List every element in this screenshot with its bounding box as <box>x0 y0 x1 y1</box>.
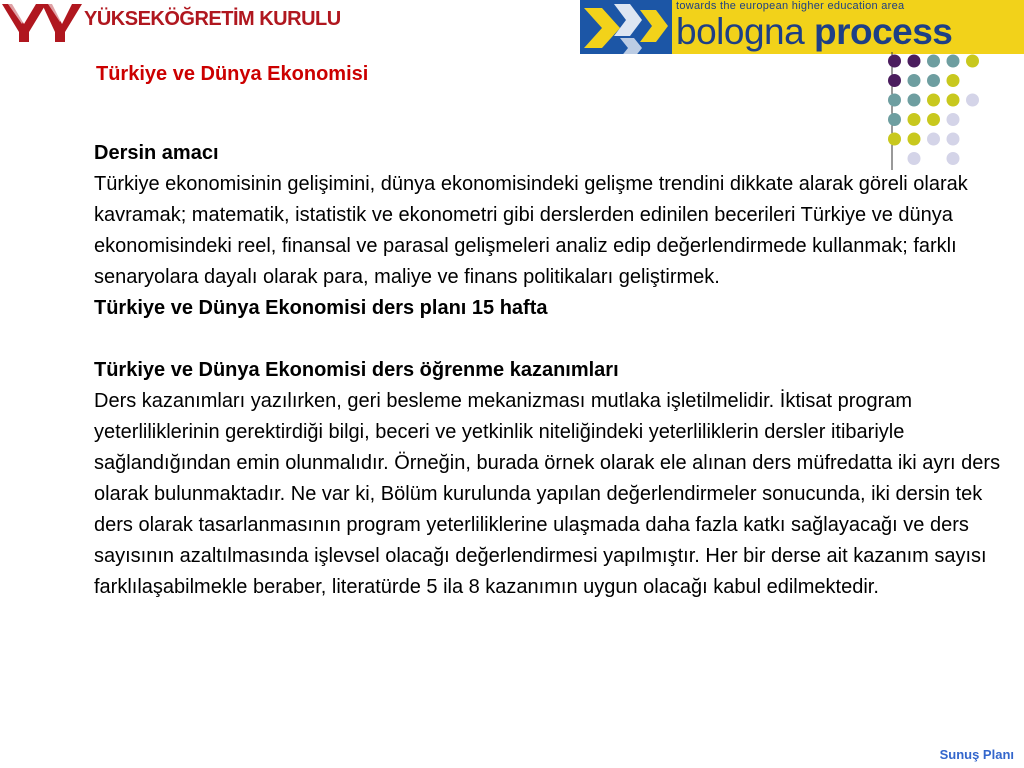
course-aim-text: Türkiye ekonomisinin gelişimini, dünya ekonomisindeki gelişme trendini dikkate alarak göreli olarak kavramak; matematik, istatistik ve ekonometri gibi derslerden edinilen becerileri Türkiye ve dünya ekonomisindeki reel, finansal ve parasal gelişmeleri analiz edip değerlendirmede kullanmak; farklı senaryolara dayalı olarak para, maliye ve finans politikaları geliştirmek. <box>94 173 968 288</box>
institution-logo-text: YÜKSEKÖĞRETİM KURULU <box>84 8 341 30</box>
spacer <box>94 324 1019 355</box>
learning-outcomes-text: Ders kazanımları yazılırken, geri besleme mekanizması mutlaka işletilmelidir. İktisat program yeterliliklerinin gerektirdiği bilgi, beceri ve yetkinlik niteliğindeki yeterliliklerin dersler itibariyle sağlandığından emin olunmalıdır. Örneğin, burada örnek olarak ele alınan ders müfredatta iki ayrı ders olarak bulunmaktadır. Ne var ki, Bölüm kurulunda yapılan değerlendirmeler sonucunda, iki dersin tek ders olarak tasarlanmasının program yeterliliklerine ulaşmada daha fazla katkı sağlayacağı ve ders sayısının azaltılmasında işlevsel olacağı değerlendirmesi yapılmıştır. Her bir derse ait kazanım sayısı farklılaşabilmekle beraber, literatürde 5 ila 8 kazanımın uygun olacağı kabul edilmektedir. <box>94 390 1001 598</box>
bologna-wordmark <box>676 11 952 53</box>
decorative-dot <box>927 74 940 87</box>
decorative-dot <box>908 94 921 107</box>
slide-content <box>94 138 1019 603</box>
presentation-plan-link[interactable]: Sunuş Planı <box>939 747 1014 762</box>
bologna-emblem-icon <box>580 0 672 54</box>
decorative-dot <box>888 74 901 87</box>
bologna-word-bold: process <box>813 11 953 52</box>
page-title: Türkiye ve Dünya Ekonomisi <box>96 63 369 85</box>
decorative-dot <box>966 55 979 68</box>
section-heading-learning-outcomes: Türkiye ve Dünya Ekonomisi ders öğrenme kazanımları <box>94 359 619 381</box>
course-plan-line: Türkiye ve Dünya Ekonomisi ders planı 15 hafta <box>94 297 548 319</box>
decorative-dot <box>947 55 960 68</box>
decorative-dot <box>888 113 901 126</box>
section-heading-course-aim: Dersin amacı <box>94 142 219 164</box>
decorative-dot <box>888 94 901 107</box>
decorative-dot <box>908 74 921 87</box>
bologna-word-light: bologna <box>676 11 805 52</box>
decorative-dot <box>966 94 979 107</box>
decorative-dot <box>947 94 960 107</box>
decorative-dot <box>908 55 921 68</box>
decorative-dot <box>947 113 960 126</box>
decorative-dot <box>908 113 921 126</box>
decorative-dot <box>927 55 940 68</box>
decorative-dot <box>947 74 960 87</box>
yok-emblem-icon <box>2 2 86 44</box>
decorative-dot <box>888 55 901 68</box>
decorative-dot <box>927 94 940 107</box>
decorative-dot <box>927 113 940 126</box>
bologna-process-banner <box>580 0 1024 54</box>
yok-logo <box>2 2 341 44</box>
bologna-tagline: towards the european higher education area <box>676 0 905 12</box>
